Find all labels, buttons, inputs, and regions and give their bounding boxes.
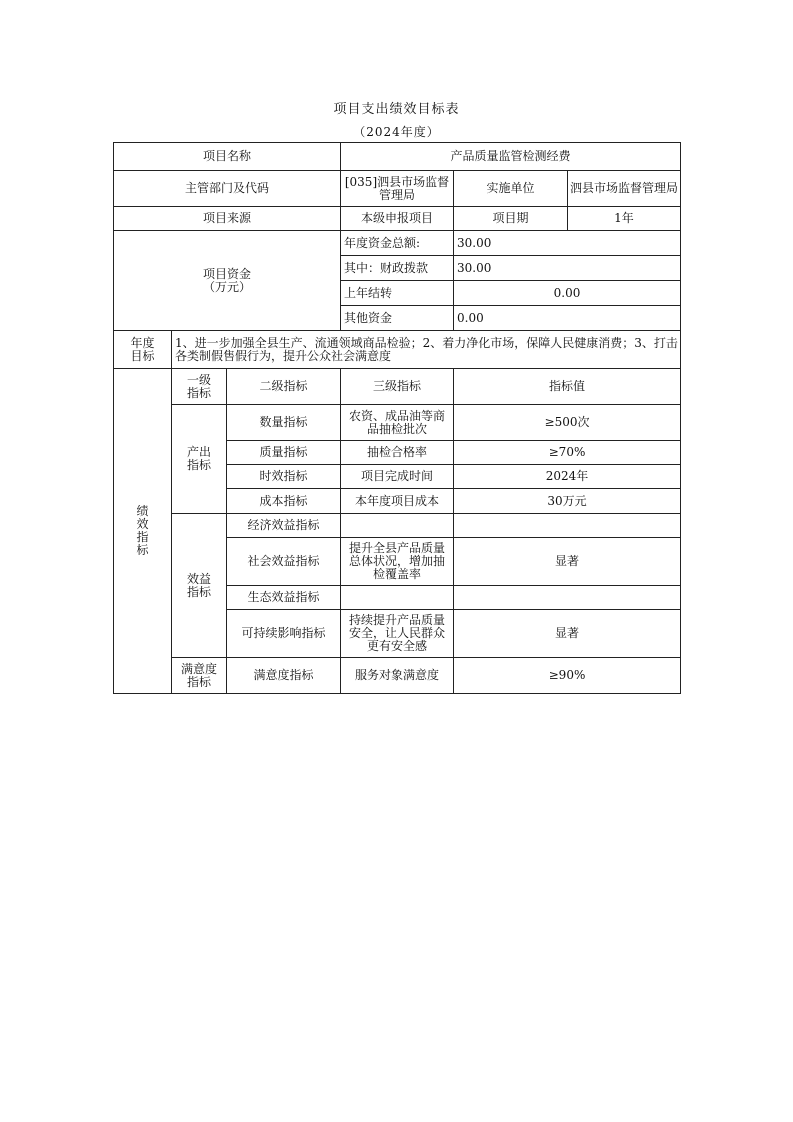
header-level1: 一级指标: [172, 369, 227, 405]
performance-table: [113, 142, 681, 694]
output-cost-l2: 成本指标: [227, 489, 341, 514]
funds-fiscal-label: 其中：财政拨款: [341, 256, 454, 281]
output-quality-value: ≥70%: [454, 441, 681, 465]
project-name-label: 项目名称: [114, 143, 341, 171]
benefit-social-l2: 社会效益指标: [227, 538, 341, 586]
department-label: 主管部门及代码: [114, 171, 341, 207]
funds-label-line2: （万元）: [202, 279, 251, 294]
benefit-sustainable-l2: 可持续影响指标: [227, 610, 341, 658]
period-value: 1年: [568, 207, 681, 231]
output-label: 产出指标: [172, 405, 227, 514]
benefit-economic-l2: 经济效益指标: [227, 514, 341, 538]
department-value: [035]泗县市场监督管理局: [341, 171, 454, 207]
satisfaction-label: 满意度指标: [172, 658, 227, 694]
benefit-economic-l3: [341, 514, 454, 538]
row-indicator-header: [114, 369, 681, 405]
funds-total-label: 年度资金总额:: [341, 231, 454, 256]
benefit-sustainable-l3: 持续提升产品质量安全，让人民群众更有安全感: [341, 610, 454, 658]
impl-unit-value: 泗县市场监督管理局: [568, 171, 681, 207]
page-subtitle: （2024年度）: [353, 125, 440, 139]
output-time-value: 2024年: [454, 465, 681, 489]
row-output-quantity: [114, 405, 681, 441]
benefit-social-value: 显著: [454, 538, 681, 586]
benefit-social-l3: 提升全县产品质量总体状况，增加抽检覆盖率: [341, 538, 454, 586]
source-label: 项目来源: [114, 207, 341, 231]
performance-label: 绩效指标: [114, 369, 172, 694]
output-quantity-l2: 数量指标: [227, 405, 341, 441]
output-quantity-value: ≥500次: [454, 405, 681, 441]
output-time-l3: 项目完成时间: [341, 465, 454, 489]
funds-carryover-label: 上年结转: [341, 281, 454, 306]
funds-other-label: 其他资金: [341, 306, 454, 331]
project-name-value: 产品质量监管检测经费: [341, 143, 681, 171]
satisfaction-l2: 满意度指标: [227, 658, 341, 694]
row-project-name: [114, 143, 681, 171]
period-label: 项目期: [454, 207, 568, 231]
annual-goal-text: 1、进一步加强全县生产、流通领域商品检验；2、着力净化市场，保障人民健康消费；3、打击各类制假售假行为，提升公众社会满意度: [172, 331, 681, 369]
row-benefit-economic: [114, 514, 681, 538]
row-source: [114, 207, 681, 231]
benefit-economic-value: [454, 514, 681, 538]
benefit-ecological-l2: 生态效益指标: [227, 586, 341, 610]
header-level2: 二级指标: [227, 369, 341, 405]
benefit-label: 效益指标: [172, 514, 227, 658]
funds-other-value: 0.00: [454, 306, 681, 331]
source-value: 本级申报项目: [341, 207, 454, 231]
satisfaction-value: ≥90%: [454, 658, 681, 694]
row-satisfaction: [114, 658, 681, 694]
header-level3: 三级指标: [341, 369, 454, 405]
satisfaction-l3: 服务对象满意度: [341, 658, 454, 694]
output-cost-value: 30万元: [454, 489, 681, 514]
impl-unit-label: 实施单位: [454, 171, 568, 207]
funds-total-value: 30.00: [454, 231, 681, 256]
output-quality-l3: 抽检合格率: [341, 441, 454, 465]
output-quantity-l3: 农资、成品油等商品抽检批次: [341, 405, 454, 441]
benefit-ecological-value: [454, 586, 681, 610]
header-value: 指标值: [454, 369, 681, 405]
row-funds-total: [114, 231, 681, 256]
funds-carryover-value: 0.00: [454, 281, 681, 306]
benefit-sustainable-value: 显著: [454, 610, 681, 658]
funds-label: [114, 231, 341, 331]
funds-label-line1: 项目资金: [202, 266, 251, 281]
output-quality-l2: 质量指标: [227, 441, 341, 465]
page-title: 项目支出绩效目标表: [333, 102, 460, 117]
annual-goal-label: 年度目标: [114, 331, 172, 369]
row-annual-goal: [114, 331, 681, 369]
row-department: [114, 171, 681, 207]
benefit-ecological-l3: [341, 586, 454, 610]
funds-fiscal-value: 30.00: [454, 256, 681, 281]
output-time-l2: 时效指标: [227, 465, 341, 489]
output-cost-l3: 本年度项目成本: [341, 489, 454, 514]
